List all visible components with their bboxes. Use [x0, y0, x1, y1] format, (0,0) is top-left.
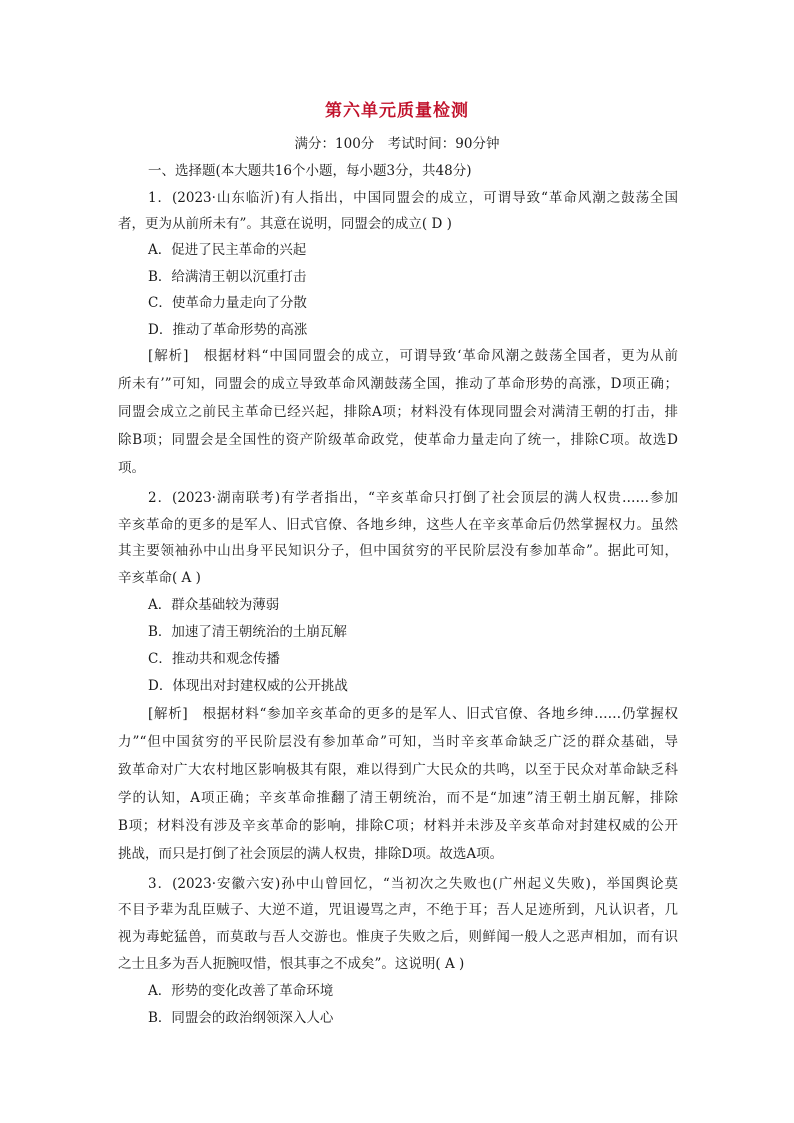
q2-analysis-line: 学的认知，A项正确；辛亥革命推翻了清王朝统治，而不是“加速”清王朝土崩瓦解，排除: [118, 790, 678, 806]
q1-analysis-line: 同盟会成立之前民主革命已经兴起，排除A项；材料没有体现同盟会对满清王朝的打击，排: [118, 404, 678, 420]
q1-analysis-line: 除B项；同盟会是全国性的资产阶级革命政党，使革命力量走向了统一，排除C项。故选D: [118, 432, 678, 448]
q1-analysis-line: 所未有’”可知，同盟会的成立导致革命风潮鼓荡全国，推动了革命形势的高涨，D项正确；: [118, 376, 678, 392]
q2-stem-line: 2．(2023·湖南联考)有学者指出，“辛亥革命只打倒了社会顶层的满人权贵……参加: [148, 490, 678, 506]
q1-stem-line: 者，更为从前所未有”。其意在说明，同盟会的成立( D ): [118, 216, 452, 232]
q3-stem-line: 不目予辈为乱臣贼子、大逆不道，咒诅谩骂之声，不绝于耳；吾人足迹所到，凡认识者，几: [118, 902, 678, 918]
q3-stem-line: 视为毒蛇猛兽，而莫敢与吾人交游也。惟庚子失败之后，则鲜闻一般人之恶声相加，而有识: [118, 929, 678, 945]
q2-analysis-line: 挑战，而只是打倒了社会顶层的满人权贵，排除D项。故选A项。: [118, 846, 504, 862]
q1-option-d: D．推动了革命形势的高涨: [148, 322, 308, 338]
page-title: 第六单元质量检测: [325, 101, 469, 121]
q2-analysis-line: 力”“但中国贫穷的平民阶层没有参加革命”可知，当时辛亥革命缺乏广泛的群众基础，导: [118, 734, 678, 750]
section-heading: 一、选择题(本大题共16个小题，每小题3分，共48分): [148, 163, 472, 179]
q2-analysis-line: B项；材料没有涉及辛亥革命的影响，排除C项；材料并未涉及辛亥革命对封建权威的公开: [118, 818, 678, 834]
q2-option-a: A．群众基础较为薄弱: [148, 597, 280, 613]
q2-option-d: D．体现出对封建权威的公开挑战: [148, 678, 348, 694]
q2-stem-line: 辛亥革命的更多的是军人、旧式官僚、各地乡绅，这些人在辛亥革命后仍然掌握权力。虽然: [118, 517, 678, 533]
q2-stem-line: 其主要领袖孙中山出身平民知识分子，但中国贫穷的平民阶层没有参加革命”。据此可知，: [118, 543, 678, 559]
q3-option-a: A．形势的变化改善了革命环境: [148, 983, 334, 999]
exam-meta: 满分：100分 考试时间：90分钟: [294, 136, 500, 152]
q2-analysis-line: [解析] 根据材料“参加辛亥革命的更多的是军人、旧式官僚、各地乡绅……仍掌握权: [148, 706, 678, 722]
q3-stem-line: 之士且多为吾人扼腕叹惜，恨其事之不成矣”。这说明( A ): [118, 956, 465, 972]
q1-stem-line: 1．(2023·山东临沂)有人指出，中国同盟会的成立，可谓导致“革命风潮之鼓荡全国: [148, 190, 678, 206]
q3-stem-line: 3．(2023·安徽六安)孙中山曾回忆，“当初次之失败也(广州起义失败)，举国舆论莫: [148, 876, 678, 892]
q1-option-a: A．促进了民主革命的兴起: [148, 242, 307, 258]
q2-option-c: C．推动共和观念传播: [148, 651, 280, 667]
q2-analysis-line: 致革命对广大农村地区影响极其有限，难以得到广大民众的共鸣，以至于民众对革命缺乏科: [118, 762, 678, 778]
q1-option-b: B．给满清王朝以沉重打击: [148, 269, 307, 285]
q3-option-b: B．同盟会的政治纲领深入人心: [148, 1010, 334, 1026]
q2-stem-line: 辛亥革命( A ): [118, 570, 201, 586]
q1-analysis-line: [解析] 根据材料“中国同盟会的成立，可谓导致‘革命风潮之鼓荡全国者，更为从前: [148, 348, 678, 364]
q1-analysis-line: 项。: [118, 460, 145, 476]
q1-option-c: C．使革命力量走向了分散: [148, 295, 307, 311]
q2-option-b: B．加速了清王朝统治的土崩瓦解: [148, 624, 347, 640]
